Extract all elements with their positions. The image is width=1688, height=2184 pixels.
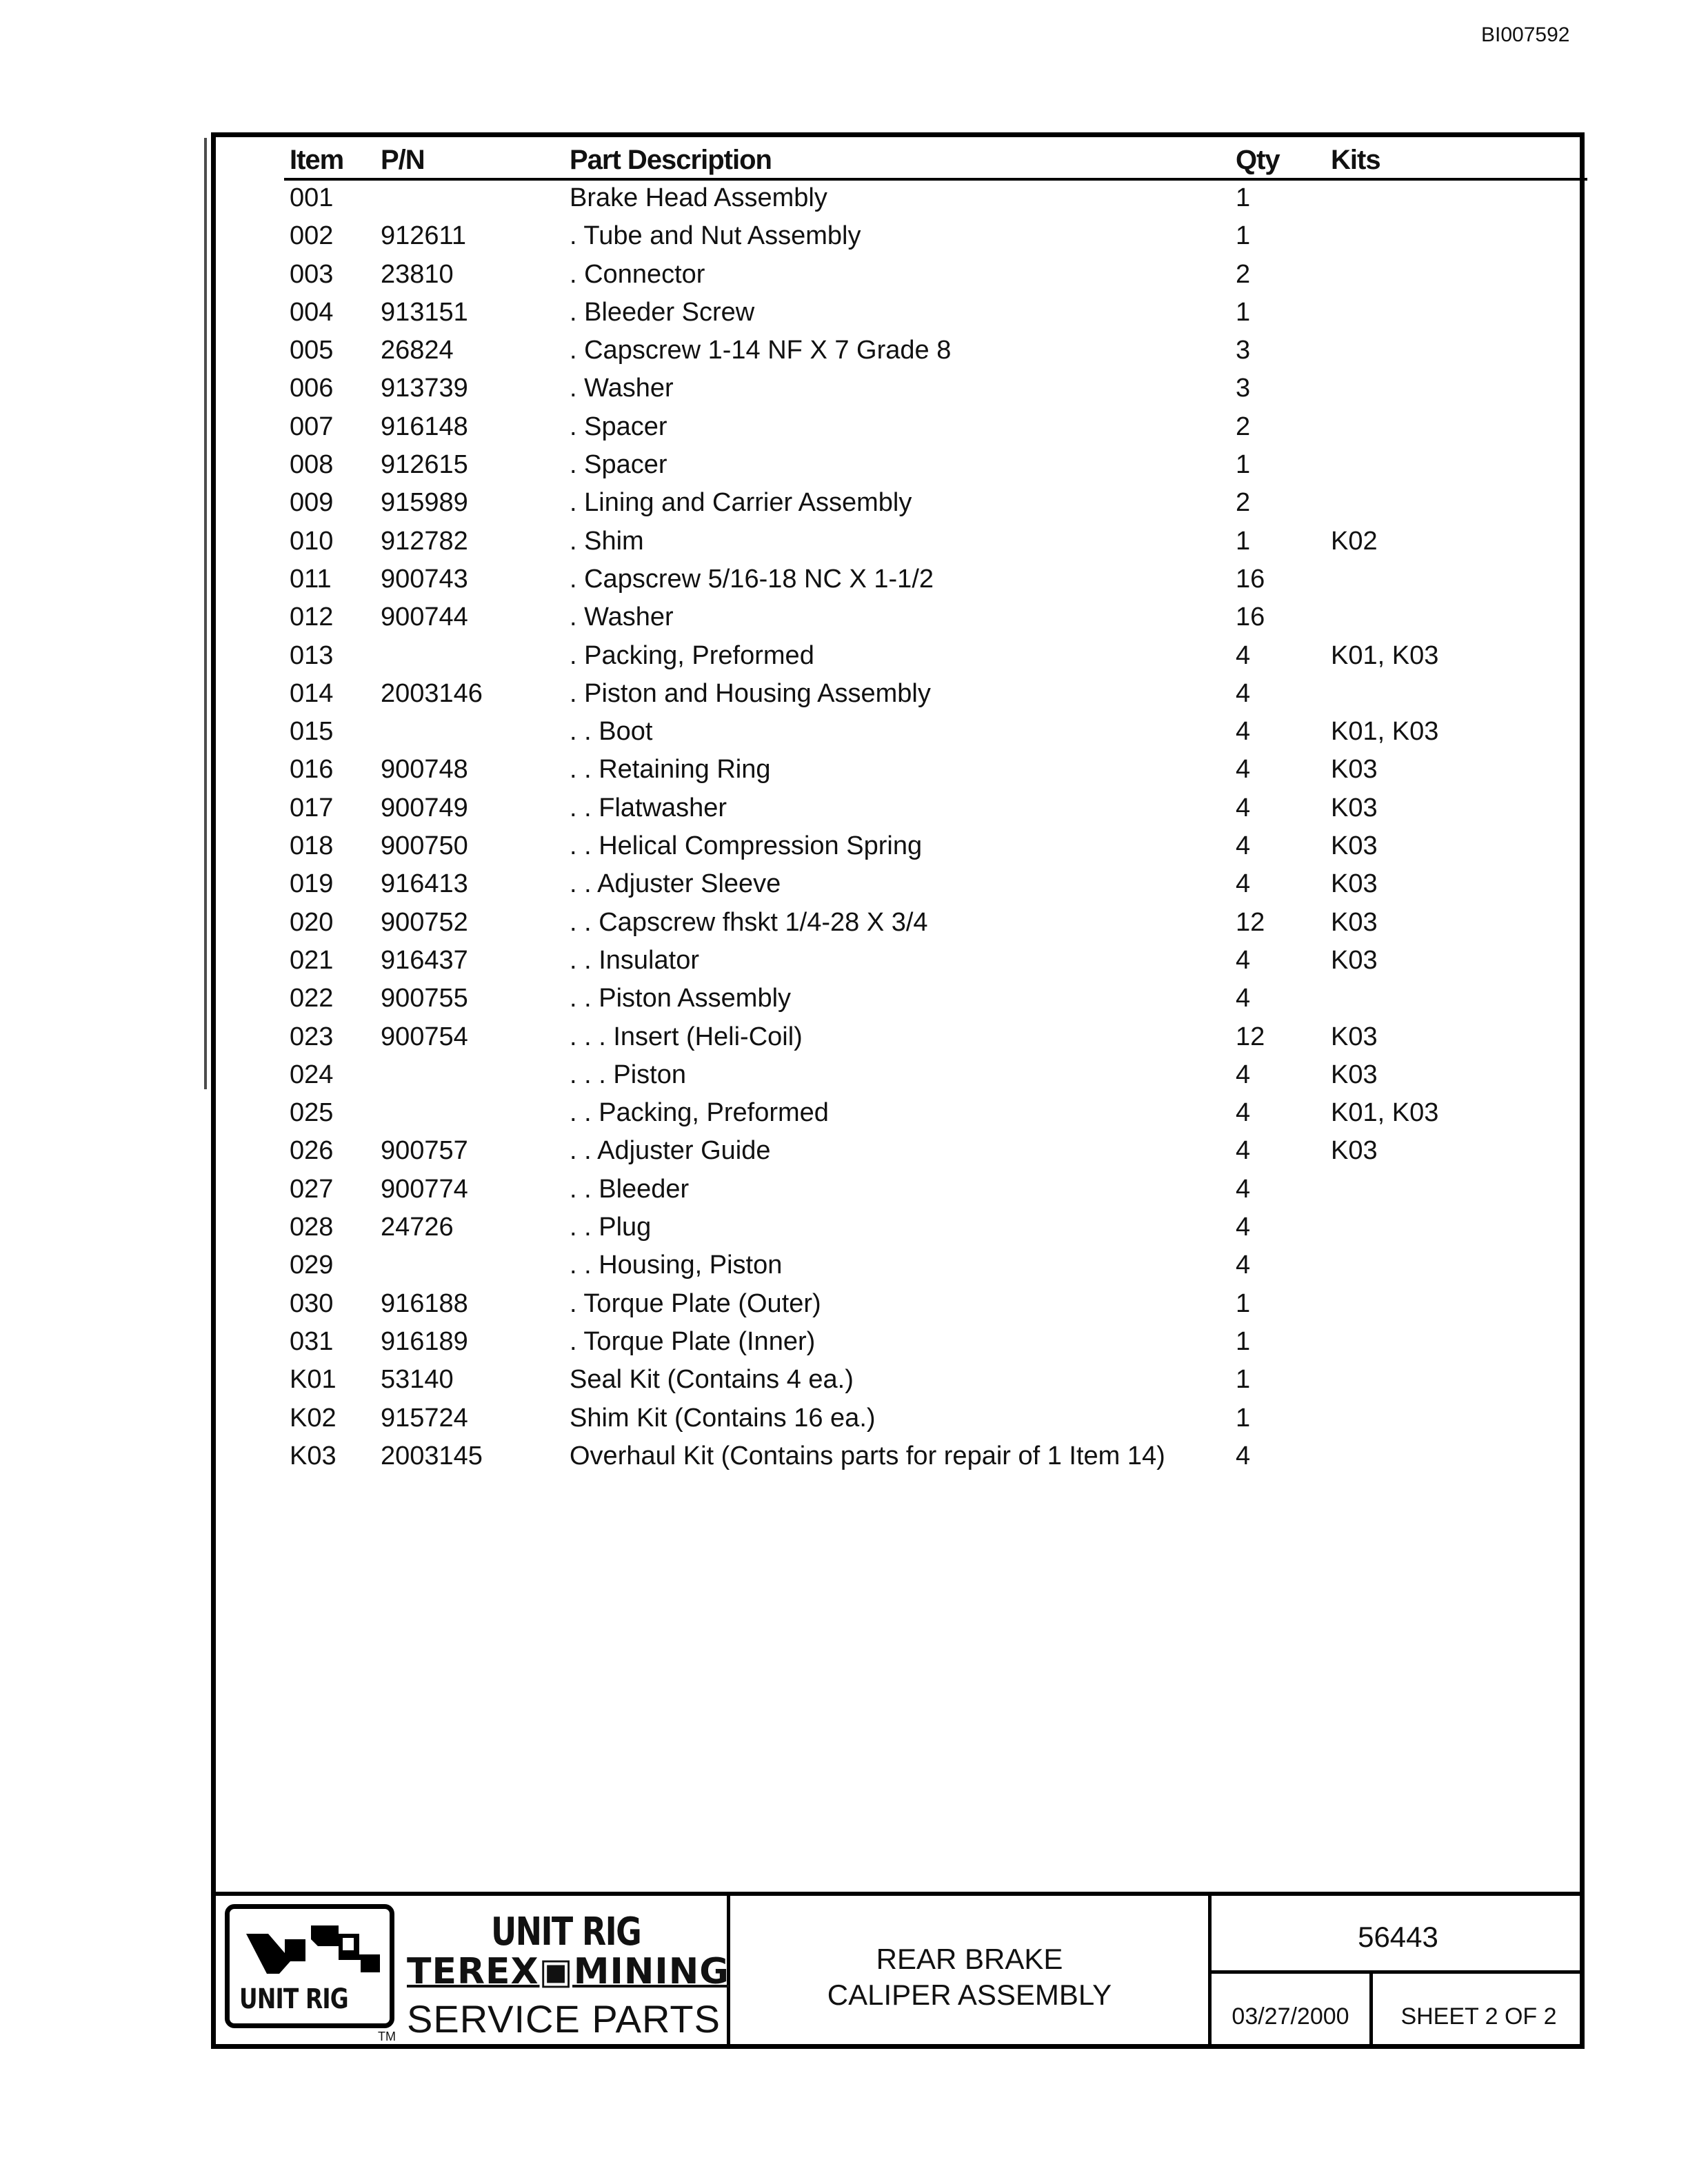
trademark-mark: TM	[378, 2030, 396, 2043]
sheet-number: SHEET 2 OF 2	[1400, 2003, 1557, 2030]
table-row	[0, 1020, 1688, 1058]
table-row	[0, 867, 1688, 904]
row-description: Brake Head Assembly	[570, 183, 827, 212]
row-part-number: 23810	[381, 259, 454, 289]
row-description: . Piston and Housing Assembly	[570, 678, 931, 708]
row-item: 025	[290, 1098, 334, 1128]
row-qty: 4	[1236, 640, 1251, 670]
row-qty: 4	[1236, 1251, 1251, 1280]
brand-service-parts: SERVICE PARTS	[407, 1997, 721, 2041]
unit-rig-logo	[225, 1904, 394, 2028]
row-item: 019	[290, 869, 334, 899]
row-description: . Shim	[570, 526, 644, 556]
unit-rig-logo-icon	[242, 1919, 380, 1979]
row-item: 003	[290, 259, 334, 289]
row-item: 007	[290, 412, 334, 441]
row-part-number: 900750	[381, 831, 468, 861]
row-kits: K02	[1331, 526, 1378, 556]
row-kits: K03	[1331, 945, 1378, 975]
row-description: Overhaul Kit (Contains parts for repair of 1 Item 14)	[570, 1441, 1165, 1470]
row-kits: K03	[1331, 869, 1378, 899]
row-item: 018	[290, 831, 334, 861]
row-qty: 4	[1236, 831, 1251, 861]
row-description: Seal Kit (Contains 4 ea.)	[570, 1365, 854, 1395]
row-part-number: 900757	[381, 1136, 468, 1166]
logo-wordmark: UNIT RIG	[239, 1983, 348, 2015]
row-qty: 4	[1236, 945, 1251, 975]
row-qty: 2	[1236, 259, 1251, 289]
row-description: Shim Kit (Contains 16 ea.)	[570, 1403, 876, 1433]
header-item: Item	[290, 145, 344, 175]
row-qty: 4	[1236, 1441, 1251, 1470]
row-item: 027	[290, 1174, 334, 1204]
row-item: 016	[290, 755, 334, 785]
assembly-title-line1: REAR BRAKE	[876, 1943, 1063, 1975]
row-part-number: 912615	[381, 450, 468, 480]
row-item: 013	[290, 640, 334, 670]
table-row	[0, 410, 1688, 447]
row-qty: 1	[1236, 450, 1251, 480]
row-item: 009	[290, 488, 334, 518]
row-part-number: 900755	[381, 984, 468, 1013]
row-item: 014	[290, 678, 334, 708]
row-part-number: 916437	[381, 945, 468, 975]
row-description: . . Boot	[570, 717, 653, 747]
table-row	[0, 295, 1688, 333]
row-description: . Spacer	[570, 450, 667, 480]
row-description: . Washer	[570, 603, 674, 632]
row-part-number: 900743	[381, 564, 468, 594]
table-row	[0, 1172, 1688, 1210]
row-qty: 2	[1236, 488, 1251, 518]
row-description: . Connector	[570, 259, 705, 289]
row-part-number: 900752	[381, 907, 468, 937]
header-kits: Kits	[1331, 145, 1380, 175]
table-row	[0, 181, 1688, 219]
table-row	[0, 905, 1688, 943]
row-item: 020	[290, 907, 334, 937]
row-part-number: 900748	[381, 755, 468, 785]
row-description: . . Flatwasher	[570, 793, 727, 822]
table-row	[0, 1286, 1688, 1324]
row-part-number: 53140	[381, 1365, 454, 1395]
row-description: . Capscrew 1-14 NF X 7 Grade 8	[570, 336, 952, 365]
row-item: K03	[290, 1441, 336, 1470]
brand-unit-rig: UNIT RIG	[491, 1910, 641, 1954]
row-qty: 4	[1236, 678, 1251, 708]
row-description: . Packing, Preformed	[570, 640, 814, 670]
row-description: . Washer	[570, 374, 674, 403]
row-kits: K03	[1331, 907, 1378, 937]
row-part-number: 26824	[381, 336, 454, 365]
table-row	[0, 333, 1688, 371]
row-qty: 1	[1236, 297, 1251, 327]
table-row	[0, 257, 1688, 295]
row-part-number: 915989	[381, 488, 468, 518]
row-item: 031	[290, 1326, 334, 1356]
row-description: . Tube and Nut Assembly	[570, 221, 861, 251]
table-row	[0, 447, 1688, 485]
row-qty: 1	[1236, 183, 1251, 212]
row-part-number: 2003145	[381, 1441, 483, 1470]
assembly-title-line2: CALIPER ASSEMBLY	[827, 1979, 1112, 2011]
document-id: BI007592	[1481, 23, 1570, 46]
row-description: . . Piston Assembly	[570, 984, 792, 1013]
row-qty: 4	[1236, 1136, 1251, 1166]
row-qty: 2	[1236, 412, 1251, 441]
table-row	[0, 1401, 1688, 1439]
row-qty: 4	[1236, 1174, 1251, 1204]
brand-terex-mining: TEREX▣MINING	[407, 1951, 730, 1992]
table-row	[0, 1058, 1688, 1095]
row-kits: K03	[1331, 755, 1378, 785]
row-item: 029	[290, 1251, 334, 1280]
row-item: 002	[290, 221, 334, 251]
row-qty: 3	[1236, 374, 1251, 403]
row-qty: 1	[1236, 1288, 1251, 1318]
row-part-number: 916148	[381, 412, 468, 441]
row-item: 030	[290, 1288, 334, 1318]
table-row	[0, 981, 1688, 1019]
row-qty: 4	[1236, 793, 1251, 822]
row-description: . . Insulator	[570, 945, 699, 975]
row-part-number: 916413	[381, 869, 468, 899]
row-kits: K03	[1331, 1136, 1378, 1166]
row-qty: 16	[1236, 564, 1265, 594]
row-kits: K01, K03	[1331, 1098, 1439, 1128]
row-qty: 12	[1236, 1022, 1265, 1051]
row-part-number: 916189	[381, 1326, 468, 1356]
row-qty: 1	[1236, 1365, 1251, 1395]
row-qty: 16	[1236, 603, 1265, 632]
row-description: . . . Piston	[570, 1060, 686, 1089]
table-row	[0, 600, 1688, 638]
row-qty: 1	[1236, 526, 1251, 556]
row-part-number: 900749	[381, 793, 468, 822]
header-pn: P/N	[381, 145, 425, 175]
row-description: . . Housing, Piston	[570, 1251, 783, 1280]
row-item: 001	[290, 183, 334, 212]
title-block-rule	[211, 1892, 1585, 1896]
row-item: 026	[290, 1136, 334, 1166]
row-part-number: 912611	[381, 221, 466, 251]
table-row	[0, 1439, 1688, 1477]
row-description: . . Bleeder	[570, 1174, 690, 1204]
row-item: 010	[290, 526, 334, 556]
row-description: . Bleeder Screw	[570, 297, 755, 327]
parts-table	[0, 181, 1688, 1477]
table-row	[0, 638, 1688, 676]
row-part-number: 913739	[381, 374, 468, 403]
row-description: . . Packing, Preformed	[570, 1098, 829, 1128]
row-item: 021	[290, 945, 334, 975]
row-part-number: 915724	[381, 1403, 468, 1433]
row-item: 006	[290, 374, 334, 403]
drawing-date: 03/27/2000	[1232, 2003, 1349, 2030]
row-qty: 4	[1236, 1098, 1251, 1128]
table-row	[0, 1248, 1688, 1286]
row-item: 008	[290, 450, 334, 480]
row-part-number: 916188	[381, 1288, 468, 1318]
row-qty: 4	[1236, 869, 1251, 899]
row-item: 023	[290, 1022, 334, 1051]
row-item: 022	[290, 984, 334, 1013]
row-item: 011	[290, 564, 332, 594]
table-row	[0, 371, 1688, 409]
row-qty: 4	[1236, 717, 1251, 747]
row-qty: 3	[1236, 336, 1251, 365]
row-qty: 4	[1236, 984, 1251, 1013]
row-kits: K03	[1331, 1060, 1378, 1089]
row-description: . . Plug	[570, 1213, 652, 1242]
table-row	[0, 714, 1688, 752]
table-row	[0, 219, 1688, 256]
row-item: 004	[290, 297, 334, 327]
row-qty: 4	[1236, 755, 1251, 785]
row-qty: 1	[1236, 1326, 1251, 1356]
table-row	[0, 524, 1688, 562]
row-part-number: 900754	[381, 1022, 468, 1051]
row-qty: 1	[1236, 221, 1251, 251]
row-kits: K03	[1331, 831, 1378, 861]
row-kits: K01, K03	[1331, 717, 1439, 747]
row-item: 012	[290, 603, 334, 632]
table-row	[0, 676, 1688, 714]
table-row	[0, 1133, 1688, 1171]
row-description: . . Adjuster Sleeve	[570, 869, 781, 899]
row-description: . . Helical Compression Spring	[570, 831, 923, 861]
row-kits: K01, K03	[1331, 640, 1439, 670]
row-item: 015	[290, 717, 334, 747]
header-qty: Qty	[1236, 145, 1280, 175]
row-part-number: 912782	[381, 526, 468, 556]
row-description: . Spacer	[570, 412, 667, 441]
row-description: . Torque Plate (Inner)	[570, 1326, 816, 1356]
title-block-divider	[1208, 1970, 1585, 1974]
table-row	[0, 1210, 1688, 1248]
header-description: Part Description	[570, 145, 772, 175]
row-item: 017	[290, 793, 334, 822]
row-item: K01	[290, 1365, 336, 1395]
row-item: 024	[290, 1060, 334, 1089]
row-part-number: 24726	[381, 1213, 454, 1242]
drawing-number: 56443	[1358, 1921, 1438, 1953]
row-qty: 4	[1236, 1213, 1251, 1242]
table-row	[0, 791, 1688, 829]
row-part-number: 900774	[381, 1174, 468, 1204]
table-row	[0, 943, 1688, 981]
row-part-number: 900744	[381, 603, 468, 632]
row-kits: K03	[1331, 1022, 1378, 1051]
table-row	[0, 752, 1688, 790]
table-row	[0, 485, 1688, 523]
row-part-number: 913151	[381, 297, 468, 327]
row-part-number: 2003146	[381, 678, 483, 708]
row-description: . . . Insert (Heli-Coil)	[570, 1022, 803, 1051]
table-row	[0, 1095, 1688, 1133]
table-row	[0, 1362, 1688, 1400]
row-item: 028	[290, 1213, 334, 1242]
table-row	[0, 562, 1688, 600]
table-row	[0, 829, 1688, 867]
row-description: . Capscrew 5/16-18 NC X 1-1/2	[570, 564, 934, 594]
row-description: . . Retaining Ring	[570, 755, 771, 785]
row-item: K02	[290, 1403, 336, 1433]
row-description: . Lining and Carrier Assembly	[570, 488, 912, 518]
row-kits: K03	[1331, 793, 1378, 822]
row-description: . . Adjuster Guide	[570, 1136, 771, 1166]
row-description: . Torque Plate (Outer)	[570, 1288, 821, 1318]
row-qty: 12	[1236, 907, 1265, 937]
row-qty: 4	[1236, 1060, 1251, 1089]
row-description: . . Capscrew fhskt 1/4-28 X 3/4	[570, 907, 928, 937]
row-qty: 1	[1236, 1403, 1251, 1433]
table-row	[0, 1324, 1688, 1362]
row-item: 005	[290, 336, 334, 365]
